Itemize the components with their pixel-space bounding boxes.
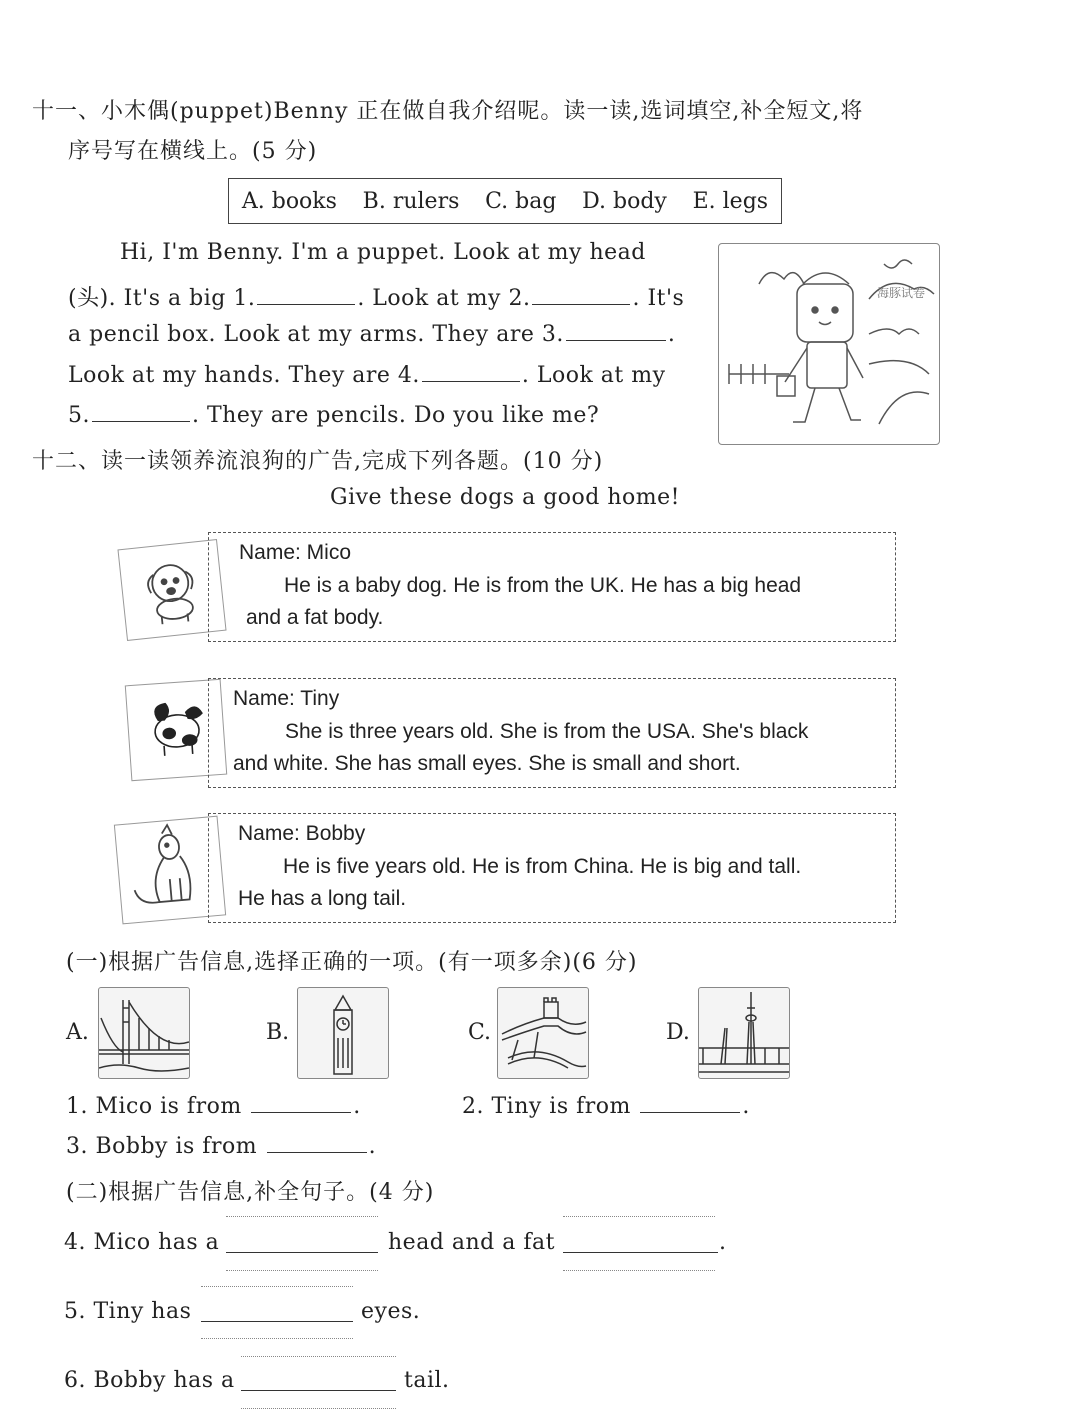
- sitting-dog-icon: [115, 817, 223, 921]
- choice-a-label: A.: [66, 1020, 89, 1045]
- ad-card-mico: [208, 532, 896, 642]
- guide-line: [241, 1408, 396, 1409]
- ad-card-bobby: [208, 813, 896, 923]
- sentence-1: 1. Mico is from .: [66, 1094, 361, 1119]
- dog-name: Name: Bobby: [238, 822, 366, 845]
- passage-line-5: 5. . They are pencils. Do you like me?: [68, 403, 600, 428]
- puppet-icon: [719, 244, 939, 444]
- passage-line-2: (头). It's a big 1. . Look at my 2. . It's: [68, 286, 685, 311]
- answer-2-blank[interactable]: [640, 1094, 740, 1113]
- answer-1-blank[interactable]: [251, 1094, 351, 1113]
- word-option-d: D. body: [582, 188, 667, 214]
- dog-desc-line2: and a fat body.: [246, 606, 384, 629]
- cn-tower-picture[interactable]: [698, 987, 790, 1079]
- dog-desc-line2: and white. She has small eyes. She is small and short.: [233, 752, 741, 775]
- dog-desc-line1: She is three years old. She is from the USA. She's black: [285, 720, 809, 743]
- answer-4b-line[interactable]: [563, 1252, 718, 1253]
- guide-line: [563, 1216, 715, 1217]
- sentence-4-end: .: [719, 1230, 727, 1255]
- golden-gate-bridge-picture[interactable]: [98, 987, 190, 1079]
- blank-2[interactable]: [532, 286, 630, 305]
- guide-line: [201, 1338, 353, 1339]
- choice-b-label: B.: [266, 1020, 290, 1045]
- blank-3[interactable]: [566, 322, 666, 341]
- sentence-6-start: 6. Bobby has a: [64, 1368, 235, 1393]
- sentence-4-middle: head and a fat: [388, 1230, 555, 1255]
- word-option-c: C. bag: [485, 188, 557, 214]
- sentence-5-start: 5. Tiny has: [64, 1299, 192, 1324]
- big-ben-picture[interactable]: [297, 987, 389, 1079]
- sentence-3: 3. Bobby is from .: [66, 1134, 377, 1159]
- guide-line: [563, 1270, 715, 1271]
- dog-name: Name: Tiny: [233, 687, 340, 710]
- great-wall-icon: [498, 988, 588, 1078]
- part1-title: (一)根据广告信息,选择正确的一项。(有一项多余)(6 分): [66, 950, 638, 975]
- guide-line: [241, 1356, 396, 1357]
- blank-4[interactable]: [422, 363, 520, 382]
- q11-title-line2: 序号写在横线上。(5 分): [68, 139, 318, 164]
- choice-c-label: C.: [468, 1020, 492, 1045]
- answer-4a-line[interactable]: [226, 1252, 378, 1253]
- choice-d-label: D.: [666, 1020, 690, 1045]
- word-option-b: B. rulers: [362, 188, 460, 214]
- sentence-6-end: tail.: [404, 1368, 450, 1393]
- guide-line: [201, 1286, 353, 1287]
- bridge-icon: [99, 988, 189, 1078]
- passage-line-4: Look at my hands. They are 4. . Look at my: [68, 363, 666, 388]
- answer-5-line[interactable]: [201, 1321, 353, 1322]
- passage-line-3: a pencil box. Look at my arms. They are 3. .: [68, 322, 676, 347]
- answer-6-line[interactable]: [241, 1390, 396, 1391]
- guide-line: [226, 1270, 378, 1271]
- dog-name: Name: Mico: [239, 541, 352, 564]
- guide-line: [226, 1216, 378, 1217]
- dog-desc-line1: He is five years old. He is from China. He is big and tall.: [283, 855, 802, 878]
- word-option-e: E. legs: [692, 188, 769, 214]
- part2-title: (二)根据广告信息,补全句子。(4 分): [66, 1180, 435, 1205]
- word-bank: [228, 178, 782, 224]
- sentence-5-end: eyes.: [361, 1299, 421, 1324]
- sentence-2: 2. Tiny is from .: [462, 1094, 750, 1119]
- watermark: 海豚试卷: [877, 286, 926, 300]
- puppet-illustration: [718, 243, 940, 445]
- clock-tower-icon: [298, 988, 388, 1078]
- passage-line-1: Hi, I'm Benny. I'm a puppet. Look at my head: [120, 240, 646, 265]
- dog-desc-line2: He has a long tail.: [238, 887, 407, 910]
- ad-card-tiny: [208, 678, 896, 788]
- sentence-4-start: 4. Mico has a: [64, 1230, 220, 1255]
- word-option-a: A. books: [241, 188, 337, 214]
- q12-heading: Give these dogs a good home!: [330, 485, 680, 510]
- cn-tower-icon: [699, 988, 789, 1078]
- q12-title: 十二、读一读领养流浪狗的广告,完成下列各题。(10 分): [32, 449, 604, 474]
- q11-title-line1: 十一、小木偶(puppet)Benny 正在做自我介绍呢。读一读,选词填空,补全短文,将: [32, 99, 864, 124]
- dog-desc-line1: He is a baby dog. He is from the UK. He has a big head: [284, 574, 802, 597]
- blank-1[interactable]: [257, 286, 355, 305]
- answer-3-blank[interactable]: [267, 1134, 367, 1153]
- blank-5[interactable]: [92, 403, 190, 422]
- great-wall-picture[interactable]: [497, 987, 589, 1079]
